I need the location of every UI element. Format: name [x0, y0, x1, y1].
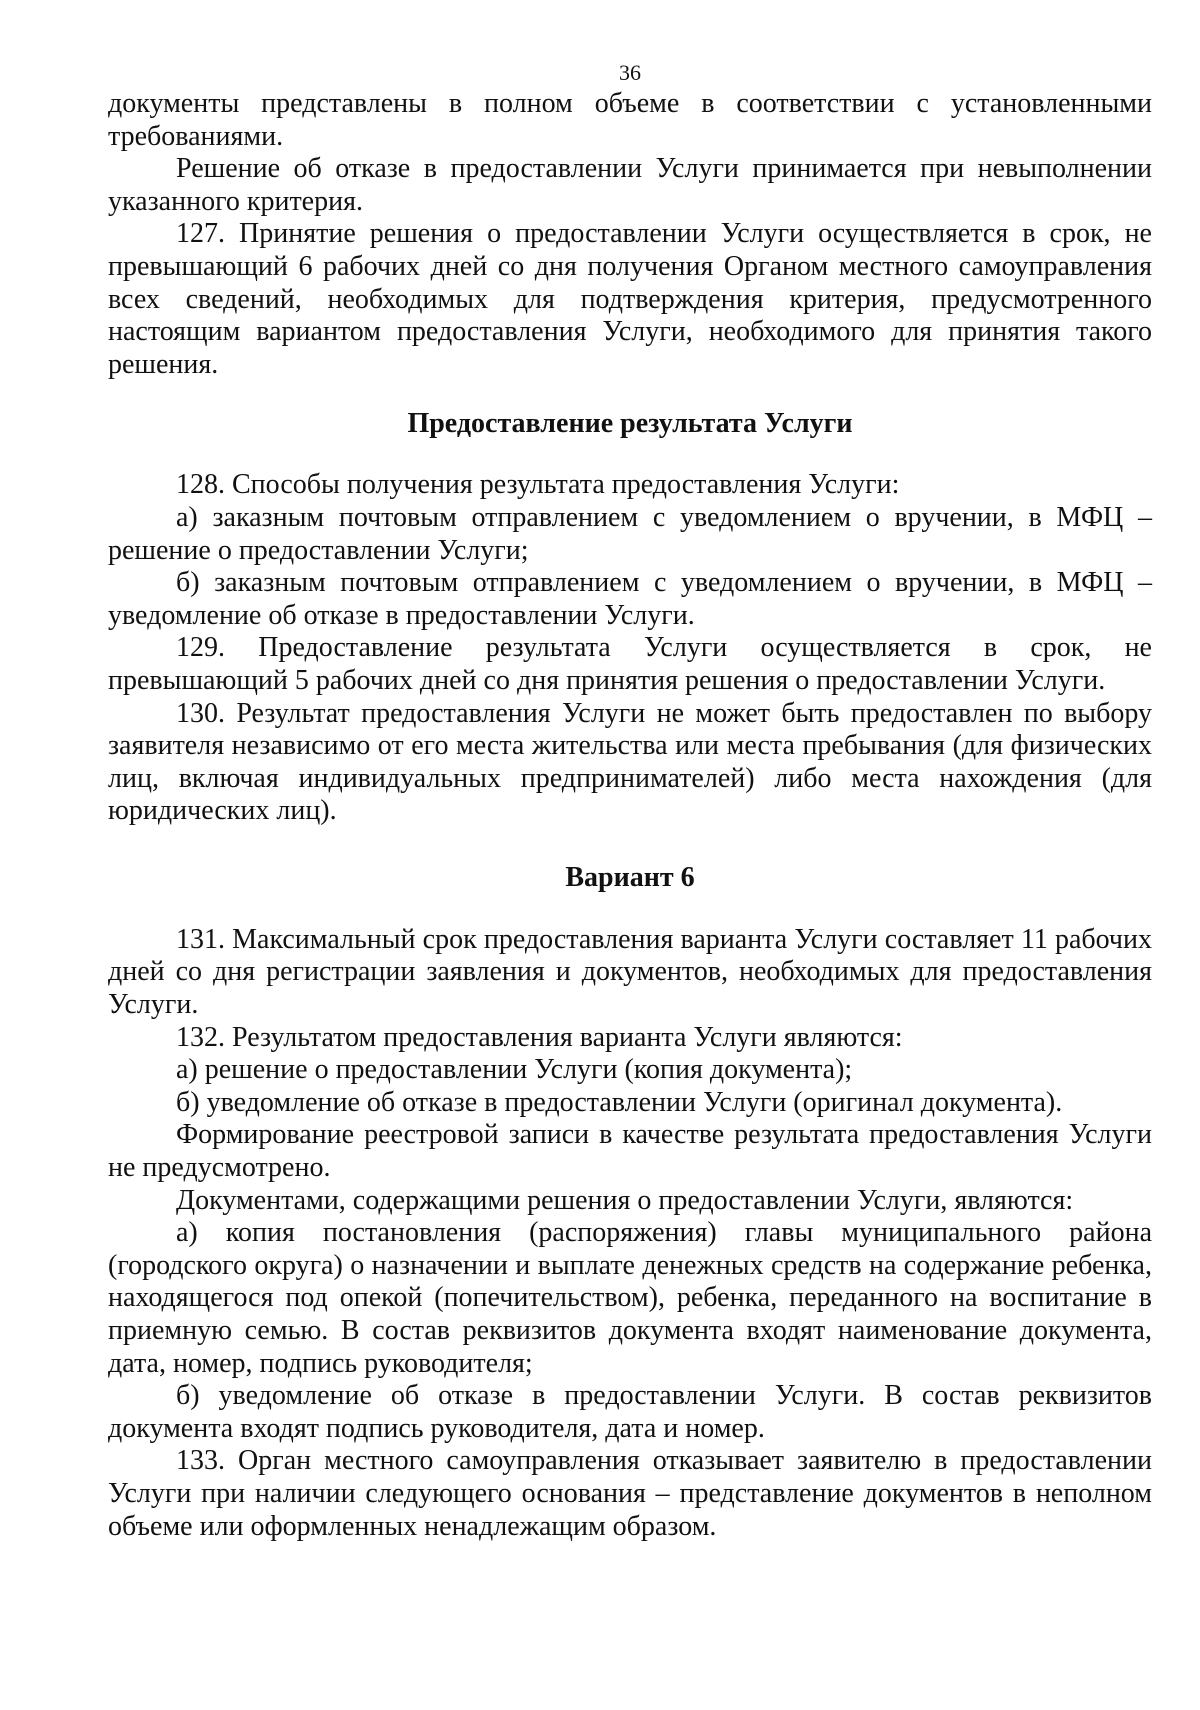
paragraph-registry-record: Формирование реестровой записи в качестве результата предоставления Услуги не предусмотрено. [108, 1119, 1152, 1184]
paragraph-128: 128. Способы получения результата предоставления Услуги: [176, 469, 900, 501]
paragraph-127: 127. Принятие решения о предоставлении Услуги осуществляется в срок, не превышающий 6 рабочих дней со дня получения Органом местного самоуправления всех сведений, необходимых для подтверждения критерия, предусмотренного настоящим вариантом предоставления Услуги, необходимого для принятия такого решения. [108, 218, 1152, 380]
paragraph-129: 129. Предоставление результата Услуги осуществляется в срок, не превышающий 5 рабочих дней со дня принятия решения о предоставлении Услуги. [108, 632, 1152, 696]
paragraph-documents-b: б) уведомление об отказе в предоставлении Услуги. В состав реквизитов документа входят подпись руководителя, дата и номер. [108, 1380, 1152, 1444]
page-number: 36 [619, 60, 641, 85]
paragraph-132: 132. Результатом предоставления варианта Услуги являются: [176, 1021, 903, 1053]
paragraph-decision-documents: Документами, содержащими решения о предоставлении Услуги, являются: [176, 1184, 1074, 1216]
paragraph-130: 130. Результат предоставления Услуги не может быть предоставлен по выбору заявителя независимо от его места жительства или места пребывания (для физических лиц, включая индивидуальных предпринимателей) либо места нахождения (для юридических лиц). [108, 697, 1152, 827]
paragraph-128-b: б) заказным почтовым отправлением с уведомлением о вручении, в МФЦ – уведомление об отказе в предоставлении Услуги. [108, 567, 1152, 631]
paragraph-131: 131. Максимальный срок предоставления варианта Услуги составляет 11 рабочих дней со дня регистрации заявления и документов, необходимых для предоставления Услуги. [108, 923, 1152, 1021]
paragraph-132-a: а) решение о предоставлении Услуги (копия документа); [176, 1054, 853, 1086]
heading-result-delivery: Предоставление результата Услуги [407, 408, 853, 440]
paragraph-128-a: а) заказным почтовым отправлением с уведомлением о вручении, в МФЦ – решение о предоставлении Услуги; [108, 501, 1152, 566]
document-page [108, 58, 1152, 1543]
heading-variant-6: Вариант 6 [565, 861, 695, 893]
paragraph-133: 133. Орган местного самоуправления отказывает заявителю в предоставлении Услуги при наличии следующего основания – представление документов в неполном объеме или оформленных ненадлежащим образом. [108, 1445, 1152, 1542]
paragraph-documents-a: а) копия постановления (распоряжения) главы муниципального района (городского округа) о назначении и выплате денежных средств на содержание ребенка, находящегося под опекой (попечительством), ребенка, переданного на воспитание в приемную семью. В состав реквизитов документа входят наименование документа, дата, номер, подпись руководителя; [108, 1217, 1152, 1379]
paragraph-refusal-decision: Решение об отказе в предоставлении Услуги принимается при невыполнении указанного критерия. [108, 153, 1152, 217]
paragraph-132-b: б) уведомление об отказе в предоставлении Услуги (оригинал документа). [176, 1086, 1063, 1118]
paragraph-continuation: документы представлены в полном объеме в соответствии с установленными требованиями. [108, 88, 1152, 152]
